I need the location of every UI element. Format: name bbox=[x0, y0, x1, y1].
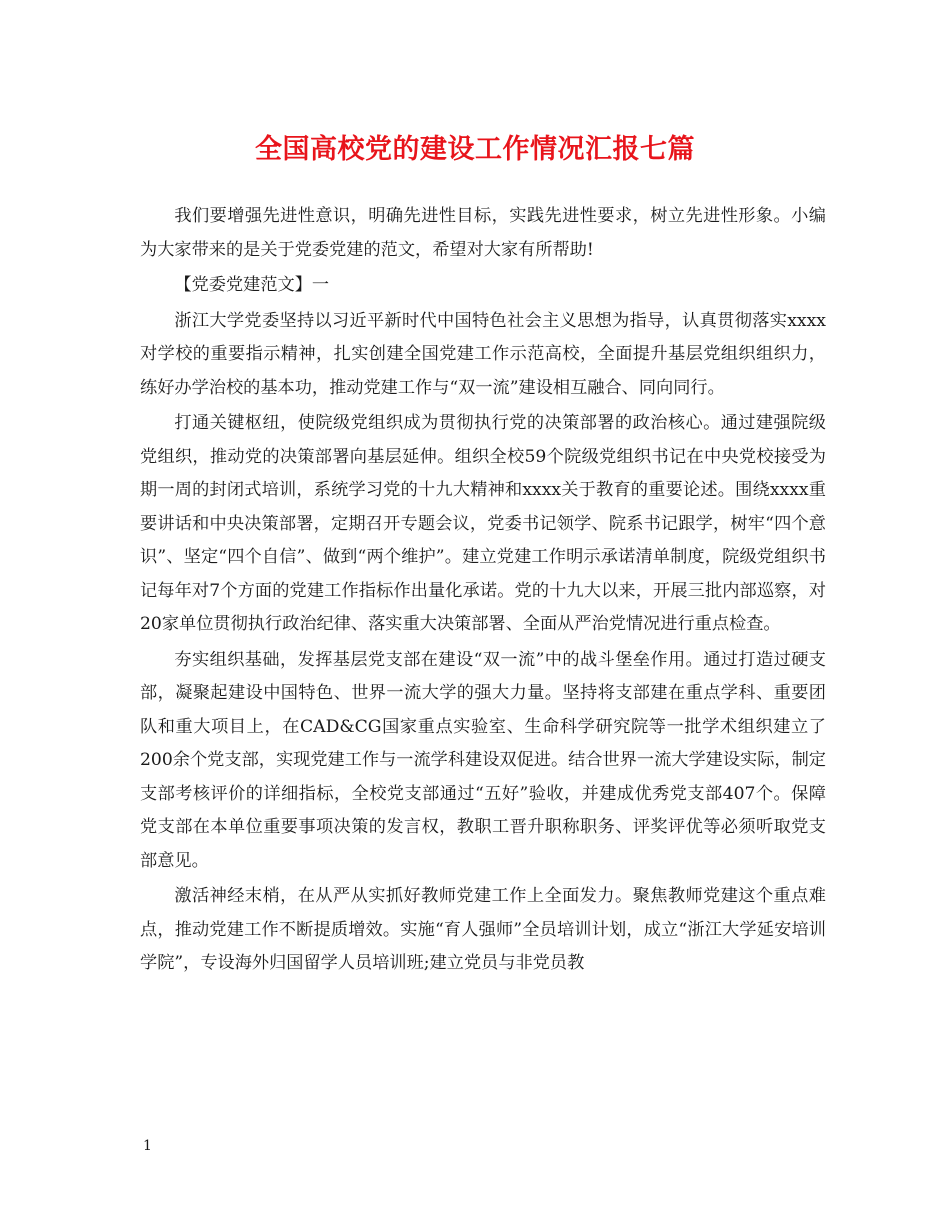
document-body bbox=[140, 200, 826, 983]
paragraph-intro: 我们要增强先进性意识，明确先进性目标，实践先进性要求，树立先进性形象。小编为大家带来的是关于党委党建的范文，希望对大家有所帮助! bbox=[140, 206, 826, 260]
paragraph-4: 激活神经末梢，在从严从实抓好教师党建工作上全面发力。聚焦教师党建这个重点难点，推动党建工作不断提质增效。实施“育人强师”全员培训计划，成立“浙江大学延安培训学院”，专设海外归国留学人员培训班;建立党员与非党员教 bbox=[140, 886, 826, 973]
paragraph-1: 浙江大学党委坚持以习近平新时代中国特色社会主义思想为指导，认真贯彻落实xxxx对学校的重要指示精神，扎实创建全国党建工作示范高校，全面提升基层党组织组织力，练好办学治校的基本功，推动党建工作与“双一流”建设相互融合、同向同行。 bbox=[140, 310, 826, 398]
paragraph-3: 夯实组织基础，发挥基层党支部在建设“双一流”中的战斗堡垒作用。通过打造过硬支部，凝聚起建设中国特色、世界一流大学的强大力量。坚持将支部建在重点学科、重要团队和重大项目上，在CAD&CG国家重点实验室、生命科学研究院等一批学术组织建立了200余个党支部，实现党建工作与一流学科建设双促进。结合世界一流大学建设实际，制定支部考核评价的详细指标，全校党支部通过“五好”验收，并建成优秀党支部407个。保障党支部在本单位重要事项决策的发言权，教职工晋升职称职务、评奖评优等必须听取党支部意见。 bbox=[140, 649, 826, 871]
paragraph-section-heading: 【党委党建范文】一 bbox=[174, 275, 330, 295]
document-title: 全国高校党的建设工作情况汇报七篇 bbox=[255, 134, 695, 165]
page-number: 1 bbox=[143, 1138, 152, 1154]
paragraph-2: 打通关键枢纽，使院级党组织成为贯彻执行党的决策部署的政治核心。通过建强院级党组织，推动党的决策部署向基层延伸。组织全校59个院级党组织书记在中央党校接受为期一周的封闭式培训，系统学习党的十九大精神和xxxx关于教育的重要论述。围绕xxxx重要讲话和中央决策部署，定期召开专题会议，党委书记领学、院系书记跟学，树牢“四个意识”、坚定“四个自信”、做到“两个维护”。建立党建工作明示承诺清单制度，院级党组织书记每年对7个方面的党建工作指标作出量化承诺。党的十九大以来，开展三批内部巡察，对20家单位贯彻执行政治纪律、落实重大决策部署、全面从严治党情况进行重点检查。 bbox=[140, 413, 826, 634]
